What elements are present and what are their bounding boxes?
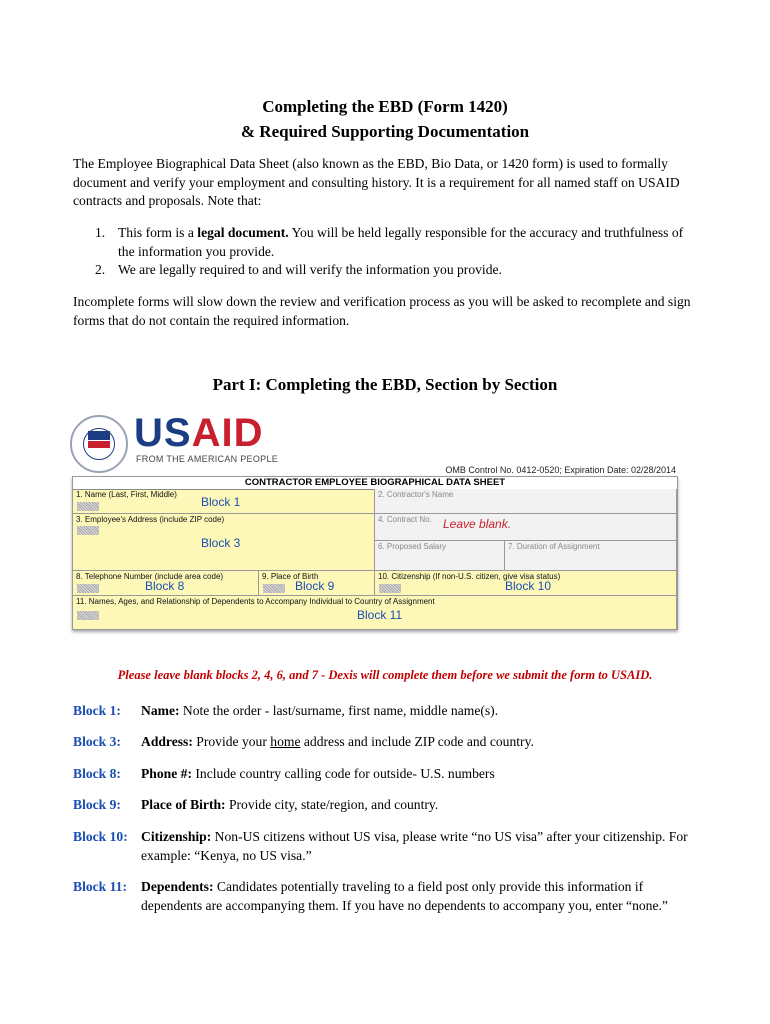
hatch-mark bbox=[379, 584, 401, 593]
label-block-10: Block 10 bbox=[505, 579, 552, 593]
note-item-2 bbox=[73, 261, 703, 280]
hatch-mark bbox=[263, 584, 285, 593]
block-description: Phone #: Include country calling code for outside- U.S. numbers bbox=[141, 766, 495, 781]
omb-control-text: OMB Control No. 0412-0520; Expiration Date: 02/28/2014 bbox=[445, 465, 676, 475]
note-text-pre: This form is a bbox=[118, 225, 198, 240]
intro-paragraph: The Employee Biographical Data Sheet (also known as the EBD, Bio Data, or 1420 form) is used to formally document and verify your employment and consulting history. It is a requirement for all named staff on USAID contracts and proposals. Note that: bbox=[73, 156, 680, 208]
note-number: 2. bbox=[95, 262, 106, 277]
hatch-mark bbox=[77, 526, 99, 535]
incomplete-paragraph: Incomplete forms will slow down the review and verification process as you will be asked to recomplete and sign forms that do not contain the required information. bbox=[73, 294, 691, 328]
label-block-11: Block 11 bbox=[357, 608, 403, 622]
part1-heading: Part I: Completing the EBD, Section by Section bbox=[212, 375, 558, 394]
block-description: Place of Birth: Provide city, state/region, and country. bbox=[141, 797, 439, 812]
doc-title-line1: Completing the EBD (Form 1420) bbox=[262, 97, 508, 116]
label-block-3: Block 3 bbox=[201, 536, 241, 550]
cell-contract-no: 4. Contract No. bbox=[375, 514, 677, 541]
cell-address: 3. Employee's Address (include ZIP code) bbox=[73, 514, 375, 571]
block-description: Name: Note the order - last/surname, first name, middle name(s). bbox=[141, 703, 499, 718]
block-description: Citizenship: Non-US citizens without US visa, please write “no US visa” after your citizenship. For example: “Kenya, no US visa.” bbox=[141, 829, 688, 863]
block-label: Block 8: bbox=[73, 766, 121, 781]
block-description: Dependents: Candidates potentially traveling to a field post only provide this information if dependents are accompanying them. If you have no dependents to accompany you, enter “none.” bbox=[141, 879, 668, 913]
cell-citizenship: 10. Citizenship (If non-U.S. citizen, give visa status) bbox=[375, 571, 677, 596]
usaid-logo: USAID bbox=[134, 411, 264, 455]
cell-place-of-birth: 9. Place of Birth bbox=[259, 571, 375, 596]
cell-name: 1. Name (Last, First, Middle) bbox=[73, 489, 375, 514]
block-label: Block 1: bbox=[73, 703, 121, 718]
usaid-seal-icon bbox=[70, 415, 128, 473]
ebd-form-image bbox=[70, 410, 678, 632]
cell-contractor-name: 2. Contractor's Name bbox=[375, 489, 677, 514]
hatch-mark bbox=[77, 584, 99, 593]
notes-list bbox=[73, 224, 703, 280]
label-block-8: Block 8 bbox=[145, 579, 185, 593]
form-sheet-title: CONTRACTOR EMPLOYEE BIOGRAPHICAL DATA SHEET bbox=[73, 477, 677, 490]
block-label: Block 10: bbox=[73, 829, 128, 844]
cell-telephone: 8. Telephone Number (include area code) bbox=[73, 571, 259, 596]
note-number: 1. bbox=[95, 225, 106, 240]
label-leave-blank: Leave blank. bbox=[443, 517, 512, 531]
note-text-bold: legal document. bbox=[197, 225, 289, 240]
doc-title-line2: & Required Supporting Documentation bbox=[240, 122, 530, 141]
note-item-1 bbox=[73, 224, 703, 261]
cell-duration: 7. Duration of Assignment bbox=[505, 541, 677, 571]
block-label: Block 9: bbox=[73, 797, 121, 812]
note-text-post: You will be held legally responsible for the accuracy and truthfulness of the information you provide. bbox=[118, 225, 684, 259]
hatch-mark bbox=[77, 611, 99, 620]
cell-dependents: 11. Names, Ages, and Relationship of Dependents to Accompany Individual to Country of Assignment bbox=[73, 596, 677, 629]
label-block-1: Block 1 bbox=[201, 495, 241, 509]
cell-proposed-salary: 6. Proposed Salary bbox=[375, 541, 505, 571]
note-text-pre: We are legally required to and will verify the information you provide. bbox=[118, 262, 502, 277]
block-label: Block 11: bbox=[73, 879, 128, 894]
form-sheet bbox=[72, 476, 678, 630]
leave-blank-notice: Please leave blank blocks 2, 4, 6, and 7 - Dexis will complete them before we submit the form to USAID. bbox=[117, 668, 653, 682]
hatch-mark bbox=[77, 502, 99, 511]
block-label: Block 3: bbox=[73, 734, 121, 749]
usaid-tagline: FROM THE AMERICAN PEOPLE bbox=[136, 454, 279, 464]
block-description: Address: Provide your home address and include ZIP code and country. bbox=[141, 734, 534, 749]
label-block-9: Block 9 bbox=[295, 579, 335, 593]
